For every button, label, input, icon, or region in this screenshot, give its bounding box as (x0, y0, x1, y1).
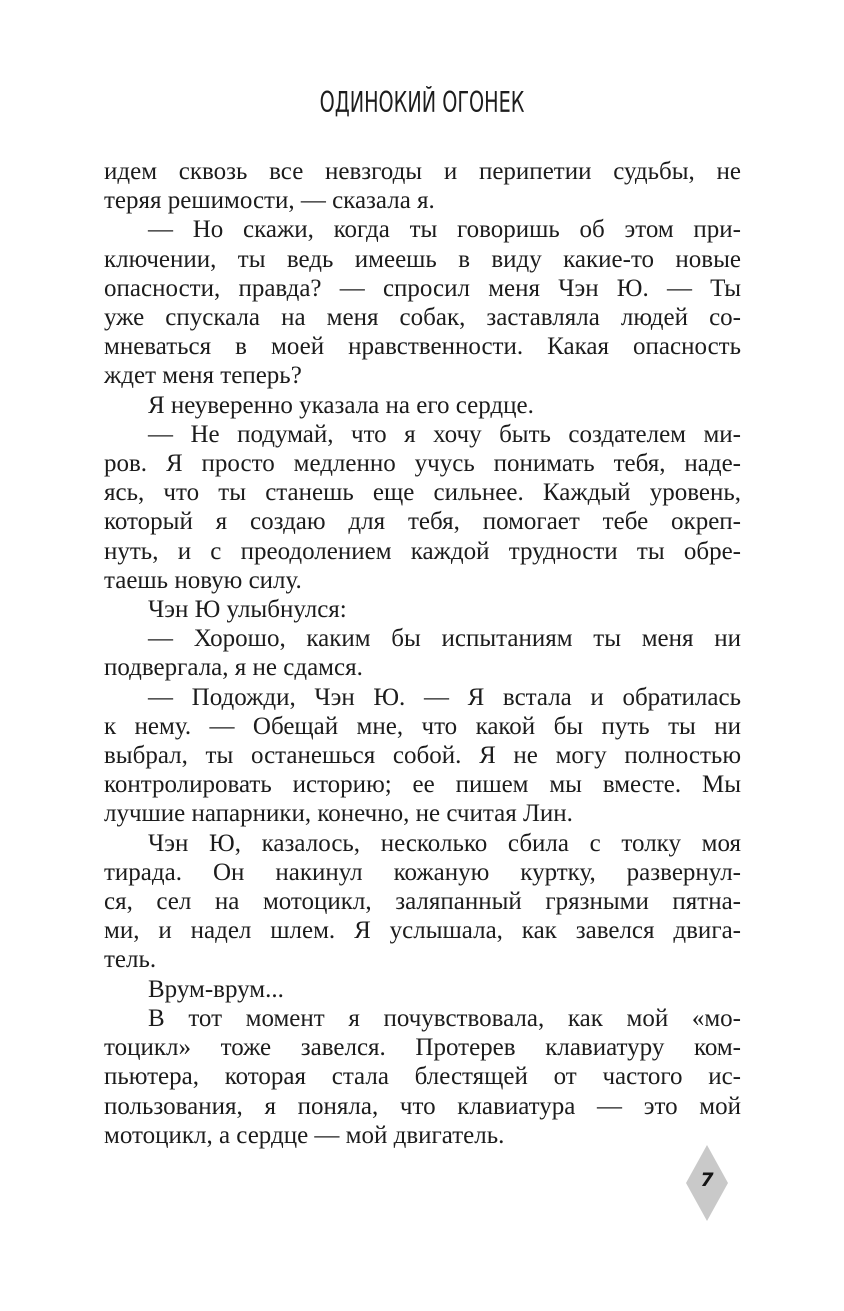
text-line: — Хорошо, каким бы испытаниям ты меня ни (148, 625, 741, 653)
text-line: Врум-врум... (148, 975, 284, 1003)
text-line: тоцикл» тоже завелся. Протерев клавиатуру ком- (104, 1034, 741, 1062)
text-line: В тот момент я почувствовала, как мой «мо- (148, 1004, 741, 1032)
text-line: — Не подумай, что я хочу быть создателем ми- (148, 420, 741, 448)
text-line: Я неуверенно указала на его сердце. (148, 391, 534, 419)
text-line: ся, сел на мотоцикл, заляпанный грязными пятна- (104, 888, 741, 916)
text-line: пьютера, которая стала блестящей от частого ис- (104, 1063, 741, 1091)
text-line: Чэн Ю, казалось, несколько сбила с толку моя (148, 829, 741, 857)
text-line: подвергала, я не сдамся. (104, 654, 363, 682)
page-number-marker (686, 1145, 728, 1221)
text-line: мотоцикл, а сердце — мой двигатель. (104, 1121, 505, 1149)
text-line: контролировать историю; ее пишем мы вместе. Мы (104, 771, 741, 799)
text-line: который я создаю для тебя, помогает тебе окреп- (104, 508, 741, 536)
text-line: ключении, ты ведь имеешь в виду какие-то новые (104, 245, 741, 273)
text-line: тирада. Он накинул кожаную куртку, развернул- (104, 858, 741, 886)
text-line: мневаться в моей нравственности. Какая опасность (104, 333, 741, 361)
text-line: теряя решимости, — сказала я. (104, 187, 435, 215)
text-line: опасности, правда? — спросил меня Чэн Ю. — Ты (104, 274, 741, 302)
text-line: лучшие напарники, конечно, не считая Лин. (104, 800, 573, 828)
text-line: ясь, что ты станешь еще сильнее. Каждый уровень, (104, 479, 741, 507)
page-number: 7 (700, 1169, 714, 1191)
running-header: ОДИНОКИЙ ОГОНЕК (319, 86, 525, 120)
text-line: идем сквозь все невзгоды и перипетии судьбы, не (104, 158, 741, 185)
text-line: нуть, и с преодолением каждой трудности ты обре- (104, 537, 741, 565)
text-line: таешь новую силу. (104, 566, 302, 594)
text-line: уже спускала на меня собак, заставляла людей со- (104, 304, 741, 332)
text-line: ми, и надел шлем. Я услышала, как завелся двига- (104, 917, 741, 945)
text-line: тель. (104, 946, 157, 974)
text-line: Чэн Ю улыбнулся: (148, 596, 347, 624)
body-text (104, 157, 741, 1150)
text-line: ждет меня теперь? (104, 362, 302, 390)
text-line: ров. Я просто медленно учусь понимать тебя, наде- (104, 450, 741, 478)
text-line: пользования, я поняла, что клавиатура — это мой (104, 1092, 741, 1120)
text-line: выбрал, ты останешься собой. Я не могу полностью (104, 742, 741, 770)
text-line: к нему. — Обещай мне, что какой бы путь ты ни (104, 712, 741, 740)
text-line: — Но скажи, когда ты говоришь об этом при- (148, 216, 741, 244)
text-line: — Подожди, Чэн Ю. — Я встала и обратилась (148, 683, 741, 711)
